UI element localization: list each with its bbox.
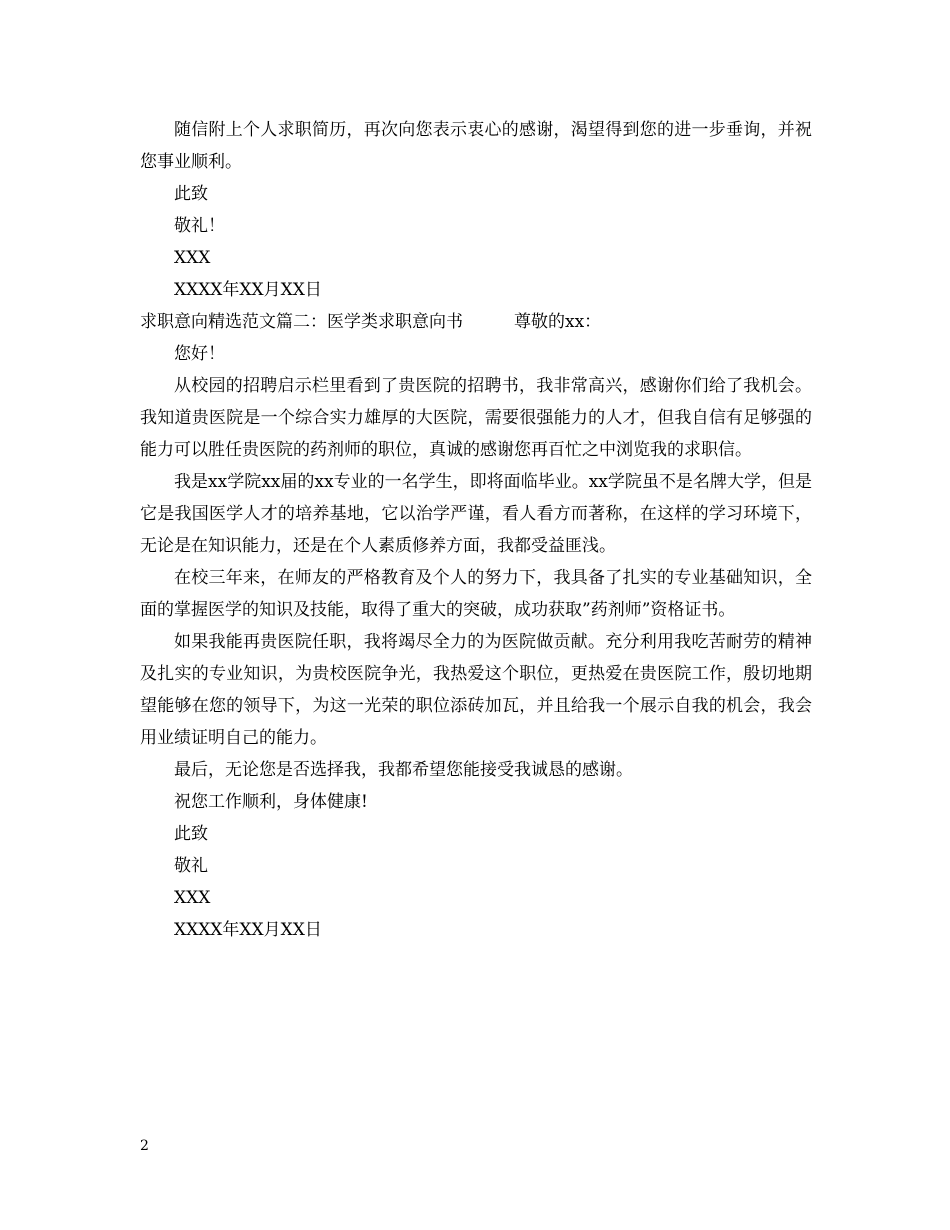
salutation-jingli: 敬礼！ [174,216,225,236]
greeting: 您好！ [174,344,225,364]
salutation-cizhi: 此致 [174,824,208,844]
signature-date: XXXX年XX月XX日 [174,280,322,300]
body-paragraph: 从校园的招聘启示栏里看到了贵医院的招聘书，我非常高兴，感谢你们给了我机会。我知道贵医院是一个综合实力雄厚的大医院，需要很强能力的人才，但我自信有足够强的能力可以胜任贵医院的药剂师的职位，真诚的感谢您再百忙之中浏览我的求职信。 [140,376,812,460]
signature-name: XXX [174,248,211,268]
body-paragraph: 在校三年来，在师友的严格教育及个人的努力下，我具备了扎实的专业基础知识，全面的掌握医学的知识及技能，取得了重大的突破，成功获取”药剂师”资格证书。 [140,568,812,620]
section-heading: 求职意向精选范文篇二：医学类求职意向书 尊敬的xx： [140,312,602,332]
body-paragraph: 最后，无论您是否选择我，我都希望您能接受我诚恳的感谢。 [174,760,633,780]
signature-date: XXXX年XX月XX日 [174,920,322,940]
document-body [140,114,812,946]
salutation-cizhi: 此致 [174,184,208,204]
signature-name: XXX [174,888,211,908]
body-paragraph: 如果我能再贵医院任职，我将竭尽全力的为医院做贡献。充分利用我吃苦耐劳的精神及扎实的专业知识，为贵校医院争光，我热爱这个职位，更热爱在贵医院工作，殷切地期望能够在您的领导下，为这一光荣的职位添砖加瓦，并且给我一个展示自我的机会，我会用业绩证明自己的能力。 [140,632,812,748]
body-paragraph: 我是xx学院xx届的xx专业的一名学生，即将面临毕业。xx学院虽不是名牌大学，但是它是我国医学人才的培养基地，它以治学严谨，看人看方而著称，在这样的学习环境下，无论是在知识能力，还是在个人素质修养方面，我都受益匪浅。 [140,472,812,556]
wishes-line: 祝您工作顺利，身体健康! [174,792,368,812]
page-number: 2 [140,1138,149,1154]
closing-paragraph: 随信附上个人求职简历，再次向您表示衷心的感谢，渴望得到您的进一步垂询，并祝您事业顺利。 [140,120,812,172]
salutation-jingli: 敬礼 [174,856,208,876]
